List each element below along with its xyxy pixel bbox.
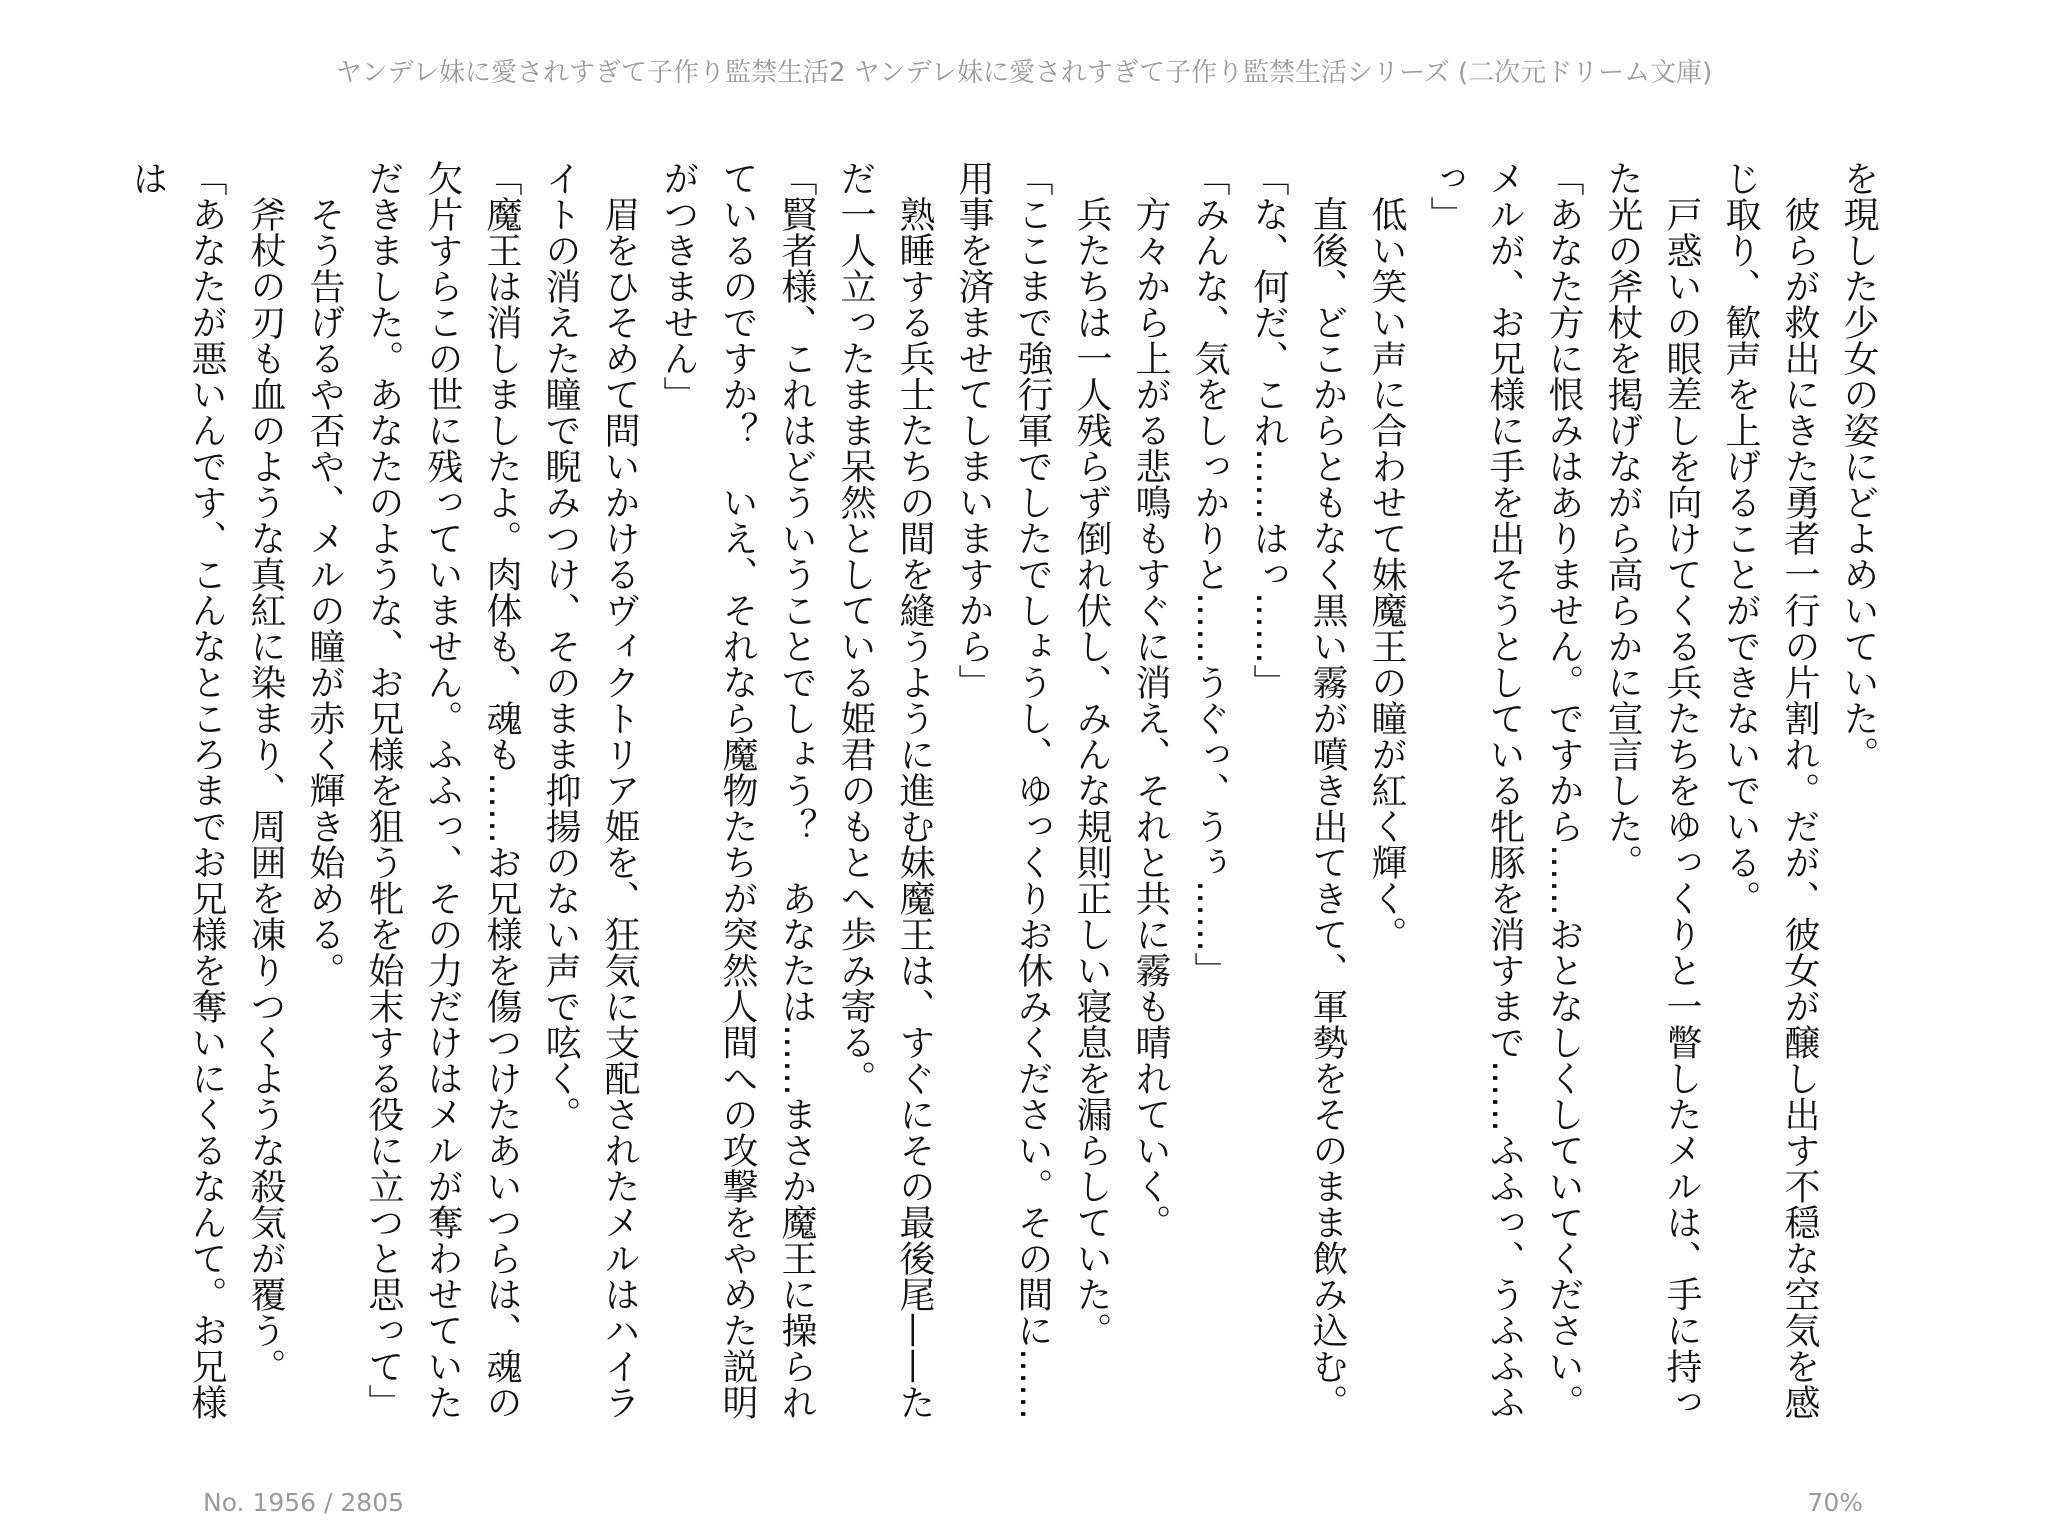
paragraph: 「ここまで強行軍でしたでしょうし、ゆっくりお休みください。その間に……用事を済ませてしまいますから」 <box>953 160 1053 1420</box>
paragraph: 兵たちは一人残らず倒れ伏し、みんな規則正しい寝息を漏らしていた。 <box>1071 160 1112 1348</box>
paragraph: 「魔王は消しましたよ。肉体も、魂も……お兄様を傷つけたあいつらは、魂の欠片すらこの世に残っていません。ふふっ、その力だけはメルが奪わせていただきました。あなたのような、お兄様を狙う牝を始末する役に立つと思って」 <box>363 160 522 1420</box>
paragraph: 「みんな、気をしっかりと……うぐっ、うぅ……」 <box>1189 160 1230 988</box>
location-indicator: No. 1956 / 2805 <box>203 1488 405 1517</box>
paragraph: 方々から上がる悲鳴もすぐに消え、それと共に霧も晴れていく。 <box>1130 160 1171 1240</box>
paragraph: そう告げるや否や、メルの瞳が赤く輝き始める。 <box>304 160 345 988</box>
paragraph: を現した少女の姿にどよめいていた。 <box>1838 160 1879 772</box>
paragraph: 熟睡する兵士たちの間を縫うように進む妹魔王は、すぐにその最後尾——ただ一人立ったまま呆然としている姫君のもとへ歩み寄る。 <box>835 160 935 1420</box>
progress-percent: 70% <box>1807 1488 1863 1517</box>
paragraph: 「な、何だ、これ……はっ……」 <box>1248 160 1289 700</box>
paragraph: 眉をひそめて問いかけるヴィクトリア姫を、狂気に支配されたメルはハイライトの消えた瞳で睨みつけ、そのまま抑揚のない声で呟く。 <box>540 160 640 1420</box>
paragraph: 戸惑いの眼差しを向けてくる兵たちをゆっくりと一瞥したメルは、手に持った光の斧杖を掲げながら高らかに宣言した。 <box>1602 160 1702 1420</box>
paragraph: 低い笑い声に合わせて妹魔王の瞳が紅く輝く。 <box>1366 160 1407 952</box>
paragraph: 「あなた方に恨みはありません。ですから……おとなしくしていてください。メルが、お兄様に手を出そうとしている牝豚を消すまで……ふふっ、うふふふっ」 <box>1425 160 1584 1420</box>
page-text <box>127 160 1888 1430</box>
paragraph: 彼らが救出にきた勇者一行の片割れ。だが、彼女が醸し出す不穏な空気を感じ取り、歓声を上げることができないでいる。 <box>1720 160 1820 1420</box>
paragraph: 斧杖の刃も血のような真紅に染まり、周囲を凍りつくような殺気が覆う。 <box>245 160 286 1384</box>
paragraph: 直後、どこからともなく黒い霧が噴き出てきて、軍勢をそのまま飲み込む。 <box>1307 160 1348 1420</box>
book-title: ヤンデレ妹に愛されすぎて子作り監禁生活2 ヤンデレ妹に愛されすぎて子作り監禁生活シリーズ (二次元ドリーム文庫) <box>335 58 1713 88</box>
paragraph: 「賢者様、これはどういうことでしょう？ あなたは……まさか魔王に操られているのですか？ いえ、それなら魔物たちが突然人間への攻撃をやめた説明がつきません」 <box>658 160 817 1420</box>
paragraph: 「あなたが悪いんです、こんなところまでお兄様を奪いにくるなんて。お兄様は <box>127 160 227 1420</box>
